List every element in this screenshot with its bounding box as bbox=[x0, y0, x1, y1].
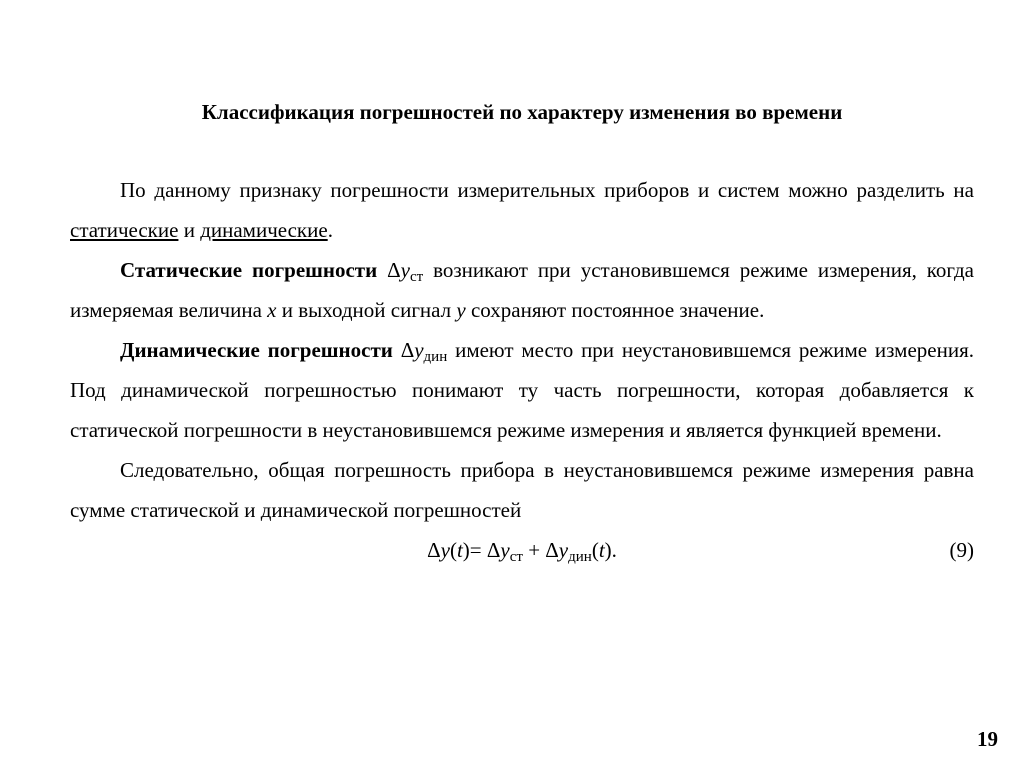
total-error-text: Следовательно, общая погрешность прибора в неустановившемся режиме измерения равна сумме статической и динамической погрешностей bbox=[70, 458, 974, 522]
formula-y-3: y bbox=[558, 538, 569, 562]
static-term-underlined: статические bbox=[70, 218, 179, 242]
formula-plus: + Δ bbox=[522, 538, 559, 562]
dynamic-term-underlined: динамические bbox=[200, 218, 328, 242]
formula-y-2: y bbox=[500, 538, 510, 562]
static-text-2: и выходной сигнал bbox=[276, 298, 457, 322]
formula-subscript-din: дин bbox=[568, 549, 592, 565]
paragraph-total-error bbox=[70, 450, 974, 530]
dynamic-subscript: дин bbox=[423, 349, 448, 365]
formula-delta-1: Δ bbox=[427, 538, 441, 562]
paragraph-dynamic-errors bbox=[70, 330, 974, 450]
variable-x: x bbox=[267, 298, 277, 322]
variable-y: y bbox=[456, 298, 466, 322]
formula-subscript-st: ст bbox=[509, 549, 523, 565]
paragraph-intro bbox=[70, 170, 974, 250]
intro-end: . bbox=[327, 218, 333, 242]
formula-t-2: t bbox=[598, 538, 605, 562]
intro-and: и bbox=[178, 218, 201, 242]
formula-lparen-1: ( bbox=[449, 538, 457, 562]
equation-number: (9) bbox=[949, 538, 974, 562]
formula-row bbox=[70, 530, 974, 570]
formula-rparen-2: ). bbox=[604, 538, 617, 562]
static-delta: Δ bbox=[377, 258, 401, 282]
static-text-1: возникают при установившемся режиме измерения, когда измеряемая величина bbox=[70, 258, 974, 322]
formula-equals: = Δ bbox=[469, 538, 501, 562]
dynamic-delta: Δ bbox=[392, 338, 415, 362]
formula-lparen-2: ( bbox=[591, 538, 599, 562]
formula-t-1: t bbox=[456, 538, 463, 562]
formula-y-1: y bbox=[440, 538, 450, 562]
dynamic-var: y bbox=[414, 338, 424, 362]
static-var: y bbox=[400, 258, 410, 282]
dynamic-errors-term: Динамические погрешности bbox=[120, 338, 393, 362]
dynamic-text-1: имеют место при неустановившемся режиме измерения. Под динамической погрешностью понимают ту часть погрешности, которая добавляется к статической погрешности в неустановившемся режиме измерения и является функцией времени. bbox=[70, 338, 974, 442]
intro-text: По данному признаку погрешности измерительных приборов и систем можно разделить на bbox=[120, 178, 974, 202]
document-body bbox=[70, 170, 974, 570]
paragraph-static-errors bbox=[70, 250, 974, 330]
page-title: Классификация погрешностей по характеру изменения во времени bbox=[201, 100, 843, 124]
formula-rparen-1: ) bbox=[462, 538, 470, 562]
static-subscript: ст bbox=[409, 269, 424, 285]
static-errors-term: Статические погрешности bbox=[120, 258, 378, 282]
static-text-3: сохраняют постоянное значение. bbox=[465, 298, 765, 322]
page-number: 19 bbox=[977, 727, 998, 751]
formula-9 bbox=[70, 530, 974, 570]
